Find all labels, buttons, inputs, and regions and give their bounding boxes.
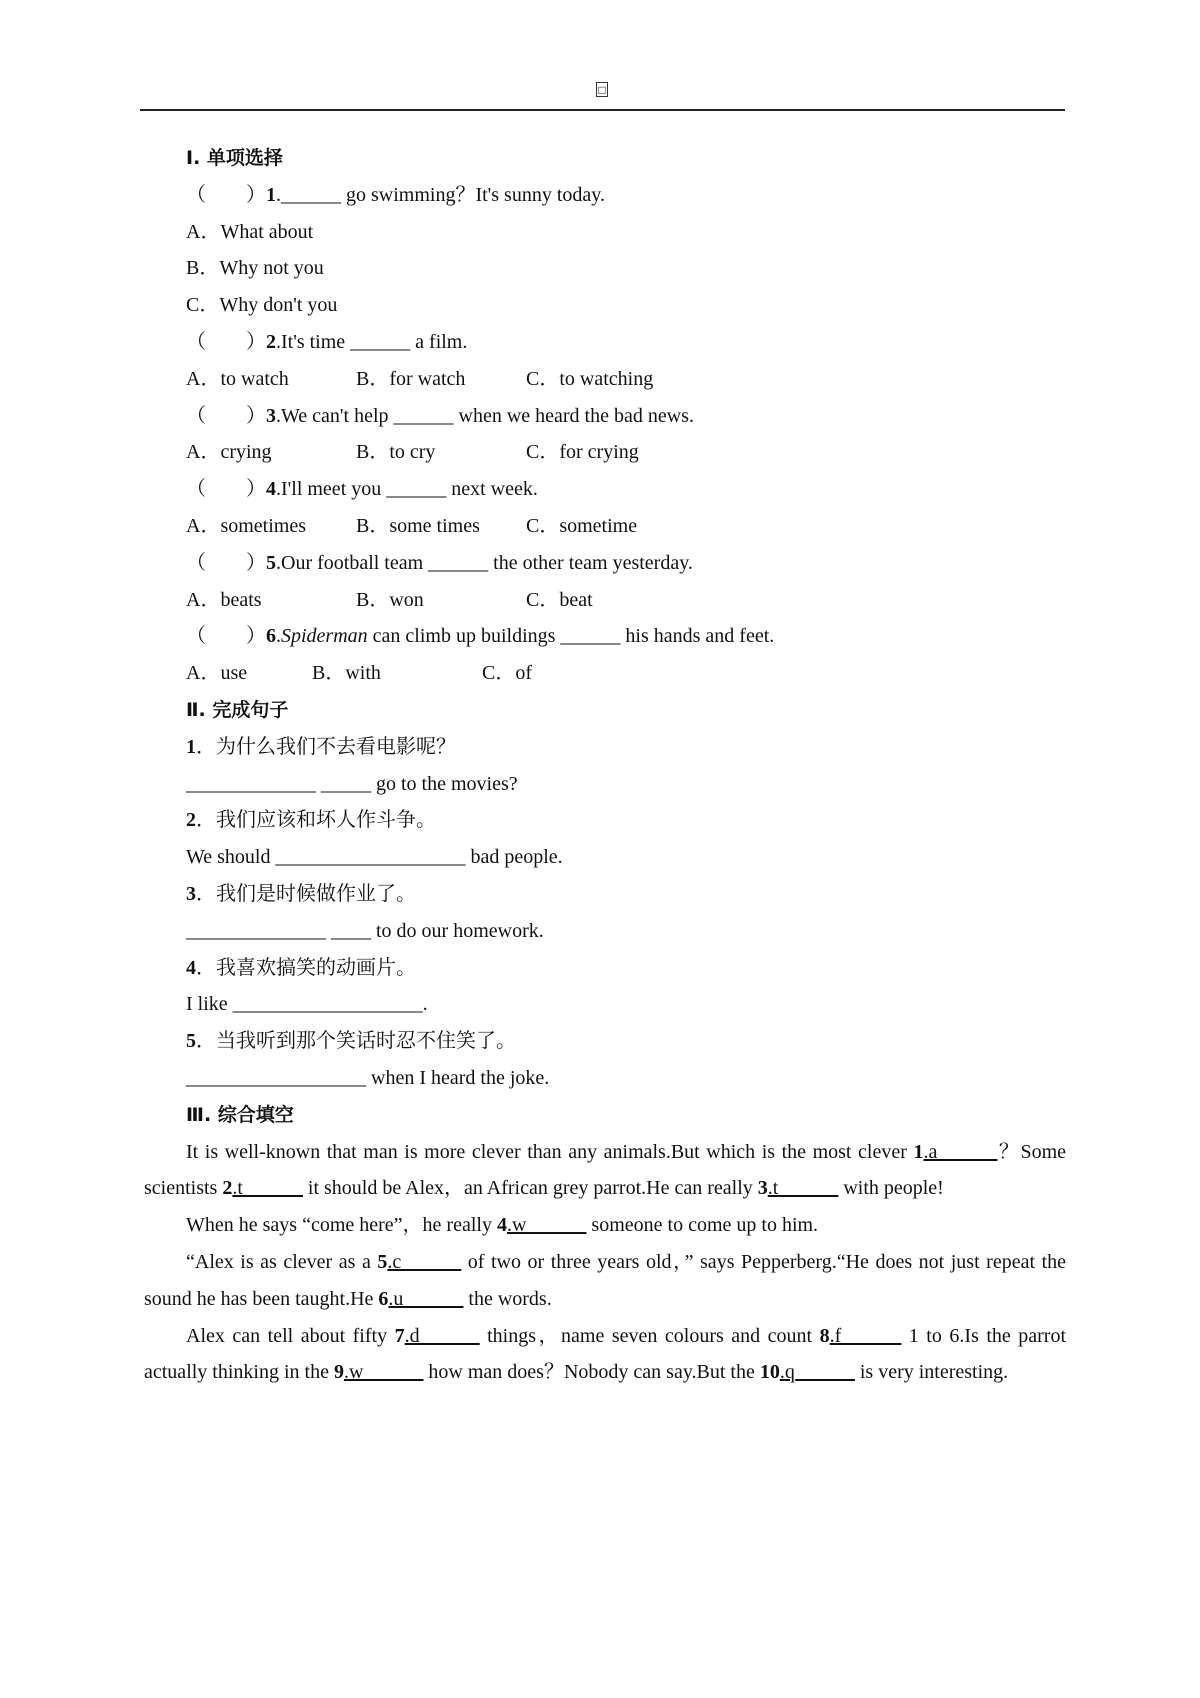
blank-1[interactable]: .a______ bbox=[923, 1140, 998, 1163]
q4-options bbox=[186, 508, 1066, 545]
question-2: （ ）2.It's time ______ a film. bbox=[186, 330, 468, 353]
q5-option-c: C．beat bbox=[526, 588, 593, 611]
q5-options bbox=[186, 582, 1066, 619]
q2-option-a: A．to watch bbox=[186, 367, 289, 390]
sentence-1-answer[interactable]: _____________ _____ go to the movies? bbox=[186, 772, 518, 795]
cloze-paragraph-2: When he says “come here”，he really 4.w______ someone to come up to him. bbox=[186, 1214, 819, 1237]
blank-5[interactable]: .c______ bbox=[387, 1250, 462, 1273]
sentence-4-answer[interactable]: I like ___________________. bbox=[186, 993, 428, 1016]
q6-option-c: C．of bbox=[482, 662, 532, 685]
q3-options bbox=[186, 434, 1066, 471]
q4-option-c: C．sometime bbox=[526, 514, 638, 537]
q5-option-b: B．won bbox=[356, 588, 424, 611]
question-4: （ ）4.I'll meet you ______ next week. bbox=[186, 478, 538, 501]
blank-7[interactable]: .d______ bbox=[404, 1324, 480, 1347]
q1-option-a: A．What about bbox=[186, 220, 314, 243]
q3-option-b: B．to cry bbox=[356, 441, 436, 464]
cloze-paragraph-1: It is well-known that man is more clever than any animals.But which is the most clever 1.a______？Some scientists 2.t______ it should be Alex，an African grey parrot.He can really 3.t______ with people! bbox=[144, 1140, 1067, 1200]
sentence-1-prompt: 1．为什么我们不去看电影呢？ bbox=[186, 735, 456, 758]
sentence-4-prompt: 4．我喜欢搞笑的动画片。 bbox=[186, 956, 416, 979]
blank-2[interactable]: .t______ bbox=[232, 1177, 303, 1200]
question-1: （ ）1.______ go swimming？It's sunny today. bbox=[186, 183, 605, 206]
blank-9[interactable]: .w______ bbox=[343, 1361, 424, 1384]
q4-option-a: A．sometimes bbox=[186, 514, 306, 537]
header-rule bbox=[140, 109, 1065, 111]
sentence-5-prompt: 5．当我听到那个笑话时忍不住笑了。 bbox=[186, 1030, 516, 1053]
sentence-2-prompt: 2．我们应该和坏人作斗争。 bbox=[186, 809, 436, 832]
blank-3[interactable]: .t______ bbox=[767, 1177, 839, 1200]
q2-option-b: B．for watch bbox=[356, 367, 466, 390]
blank-4[interactable]: .w______ bbox=[506, 1214, 587, 1237]
sentence-3-answer[interactable]: ______________ ____ to do our homework. bbox=[186, 919, 544, 942]
q1-option-c: C．Why don't you bbox=[186, 294, 338, 317]
section-1-heading: Ⅰ. 单项选择 bbox=[186, 147, 283, 169]
worksheet bbox=[144, 140, 1067, 1391]
blank-6[interactable]: .u______ bbox=[388, 1287, 464, 1310]
q3-option-a: A．crying bbox=[186, 441, 272, 464]
sentence-3-prompt: 3．我们是时候做作业了。 bbox=[186, 882, 416, 905]
q6-option-a: A．use bbox=[186, 662, 248, 685]
q4-option-b: B．some times bbox=[356, 514, 480, 537]
section-3-heading: Ⅲ. 综合填空 bbox=[186, 1103, 294, 1126]
q2-options bbox=[186, 361, 1066, 398]
sentence-5-answer[interactable]: __________________ when I heard the joke. bbox=[186, 1066, 550, 1089]
q3-option-c: C．for crying bbox=[526, 441, 639, 464]
q1-option-b: B．Why not you bbox=[186, 257, 324, 280]
question-5: （ ）5.Our football team ______ the other team yesterday. bbox=[186, 551, 693, 574]
section-2-heading: Ⅱ. 完成句子 bbox=[186, 698, 289, 721]
q2-option-c: C．to watching bbox=[526, 367, 654, 390]
blank-8[interactable]: .f______ bbox=[829, 1324, 902, 1347]
q5-option-a: A．beats bbox=[186, 588, 262, 611]
blank-10[interactable]: .q______ bbox=[779, 1361, 855, 1384]
cloze-paragraph-3: “Alex is as clever as a 5.c______ of two or three years old，” says Pepperberg.“He does not just repeat the sound he has been taught.He 6.u______ the words. bbox=[144, 1250, 1067, 1310]
q6-option-b: B．with bbox=[312, 662, 381, 685]
header-mark: □ bbox=[596, 82, 608, 97]
q6-options bbox=[186, 655, 1066, 692]
question-6: （ ）6.Spiderman can climb up buildings ______ his hands and feet. bbox=[186, 625, 775, 648]
sentence-2-answer[interactable]: We should ___________________ bad people. bbox=[186, 846, 563, 869]
cloze-paragraph-4: Alex can tell about fifty 7.d______ things，name seven colours and count 8.f______ 1 to 6.Is the parrot actually thinking in the 9.w______ how man does？Nobody can say.But the 10.q______ is very interesting. bbox=[144, 1324, 1067, 1384]
question-3: （ ）3.We can't help ______ when we heard the bad news. bbox=[186, 404, 694, 427]
